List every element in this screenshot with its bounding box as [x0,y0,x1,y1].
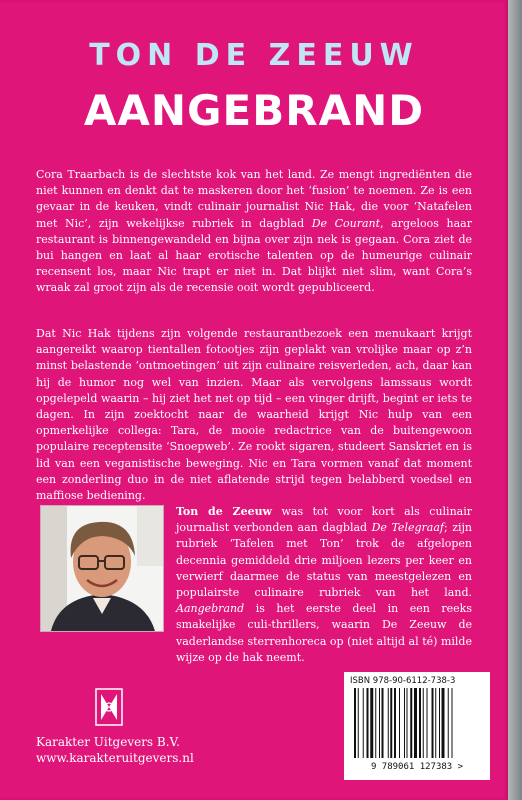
barcode-bar [370,688,373,758]
barcode-bar [439,688,440,758]
barcode-bar [358,688,359,758]
author-photo [40,505,164,632]
publisher-info [36,734,194,766]
author-bio [176,504,472,666]
bio-newspaper: De Telegraaf [371,521,444,535]
barcode-bar [390,688,392,758]
barcode-bar [407,688,408,758]
barcode-bar [410,688,412,758]
barcode-bar [442,688,445,758]
barcode-bar [448,688,449,758]
publisher-name: Karakter Uitgevers B.V. [36,735,180,749]
book-title: AANGEBRAND [83,86,425,135]
barcode-block [344,672,490,780]
barcode-bar [432,688,434,758]
author-portrait-illustration [41,506,163,631]
barcode-bar [419,688,421,758]
barcode-bar [427,688,428,758]
barcode-bar [382,688,384,758]
barcode-bar [363,688,364,758]
blurb-paragraph-2: Dat Nic Hak tijdens zijn volgende restaurantbezoek een menukaart krijgt aangereikt waarop tientallen fotootjes zijn geplakt van vrolijke maar op z’n minst belastende ‘ontmoetingen’ uit zijn culinaire reisverleden, ach, daar kan hij de humor nog wel van inzien. Maar als vervolgens lamssaus wordt opgelepeld waarin – hij ziet het net op tijd – een vinger drijft, begint er iets te dagen. In zijn zoektocht naar de waarheid krijgt Nic hulp van een opmerkelijke collega: Tara, de mooie redactrice van de buitengewoon populaire receptensite ‘Snoepweb’. Ze rookt sigaren, studeert Sanskriet en is lid van een veganistische beweging. Nic en Tara vormen vanaf dat moment een zonderling duo in de niet aflatende strijd tegen belabberd voedsel en maffiose bediening. [36,327,472,503]
bio-text-1: was tot voor kort als culinair journalist verbonden aan dagblad [176,505,472,535]
author-name: TON DE ZEEUW [89,38,419,73]
blurb-p1-text-b: , argeloos haar restaurant is binnengewandeld en bijna over zijn nek is gegaan. Cora ziet de bui hangen en laat al haar erotische talenten op de humeurige culinair recensent los, maar Nic trapt er niet in. Dat blijkt niet slim, want Cora’s wraak zal groot zijn als de recensie ooit wordt gepubliceerd. [36,216,472,295]
barcode-bar [388,688,389,758]
bio-author-name: Ton de Zeeuw [176,505,273,518]
barcode-bar [399,688,400,758]
isbn-label: ISBN 978-90-6112-738-3 [350,676,456,686]
barcode-bar [423,688,424,758]
barcode-bar [414,688,417,758]
bio-text-2: ; zijn rubriek ‘Tafelen met Ton’ trok de afgelopen decennia gemiddeld drie miljoen lezers per keer en verwierf daarmee de status van meestgelezen en populairste culinaire rubriek van het land. [176,521,473,600]
blurb-p1-text-a: Cora Traarbach is de slechtste kok van het land. Ze mengt ingrediënten die niet kunnen en denkt dat te maskeren door het ‘fusion’ te noemen. Ze is een gevaar in de keuken, vindt culinair journalist Nic Hak, die voor ‘Natafelen met Nic’, zijn wekelijkse rubriek in dagblad [36,168,472,230]
publisher-url: www.karakteruitgevers.nl [36,751,194,765]
barcode-bar [379,688,380,758]
barcode-bar [435,688,436,758]
bio-text-3: is het eerste deel in een reeks smakelijke culi-thrillers, waarin De Zeeuw de vaderlandse sterrenhoreca op (niet altijd al té) milde wijze op de hak neemt. [176,602,472,664]
barcode-bar [452,688,453,758]
barcode-bar [394,688,396,758]
barcode-number: 9 789061 127383 > [370,762,464,772]
page-edge [508,0,522,800]
blurb-p1-newspaper: De Courant [311,216,381,230]
blurb-paragraph-1 [36,167,472,297]
barcode-bar [375,688,376,758]
barcode-icon [350,688,484,760]
barcode-bar [367,688,369,758]
publisher-logo-icon [95,688,123,726]
barcode-bar [354,688,356,758]
barcode-bar [404,688,405,758]
bio-book-title: Aangebrand [176,602,245,616]
